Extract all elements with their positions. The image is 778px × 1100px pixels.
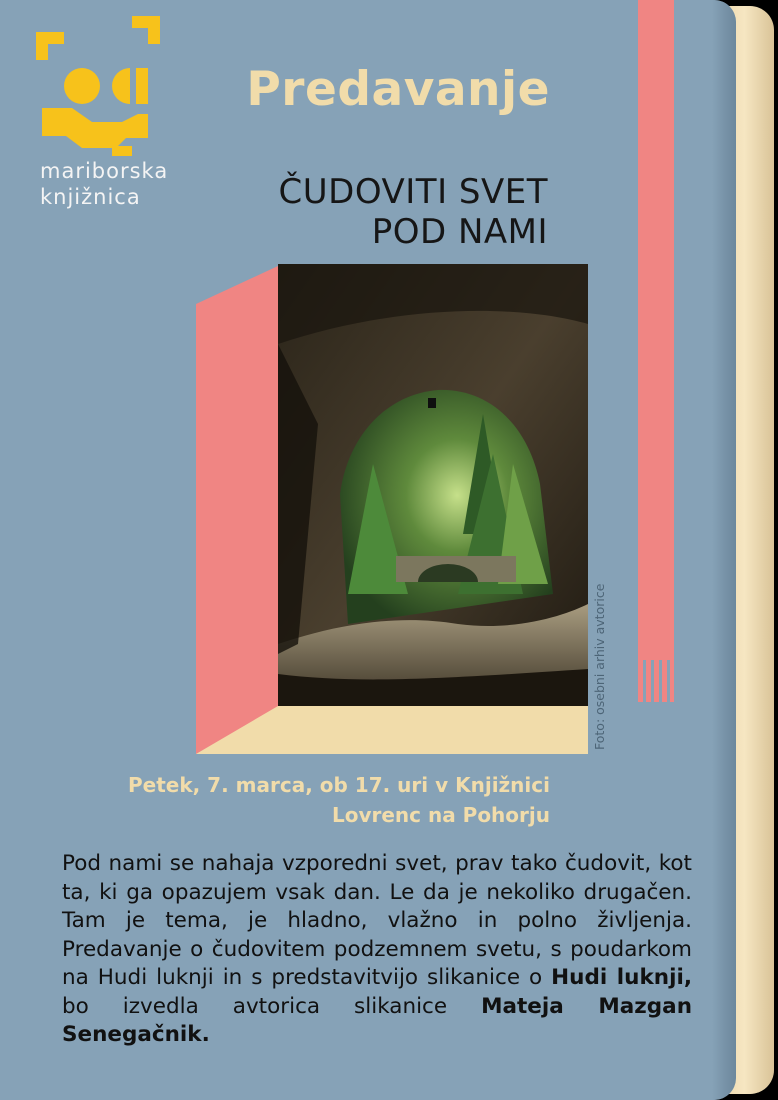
- logo-line-2: knjižnica: [40, 185, 141, 209]
- description-bold-1: Hudi luknji,: [551, 965, 692, 990]
- event-date-line: Petek, 7. marca, ob 17. uri v Knjižnici: [127, 773, 550, 797]
- description-author: Mateja Mazgan Senegačnik.: [62, 993, 692, 1047]
- library-logo-text: [40, 158, 180, 210]
- cover-edge: [712, 0, 736, 1100]
- title-line-1: ČUDOVITI SVET: [278, 172, 548, 212]
- bookmark-ribbon: [638, 0, 674, 680]
- event-details: [128, 770, 550, 830]
- description-text-1: Pod nami se nahaja vzporedni svet, prav tako čudovit, kot ta, ki ga opazujem vsak dan. Le da je nekoliko drugačen. Tam je tema, je hladno, vlažno in polno življenja. Predavanje o čudovitem podzemnem svetu, s poudarkom na Hudi luknji in s predstavitvijo slikanice o: [62, 851, 692, 990]
- photo-frame-side: [196, 266, 278, 754]
- description-text-2: bo izvedla avtorica slikanice: [62, 993, 482, 1019]
- bookmark-fringe: [638, 660, 674, 702]
- event-location-line: Lovrenc na Pohorju: [331, 803, 550, 827]
- photo-credit: Foto: osebni arhiv avtorice: [592, 583, 607, 750]
- cave-photo: [278, 264, 588, 706]
- event-description: [62, 850, 692, 1050]
- title-line-2: POD NAMI: [371, 212, 548, 252]
- lecture-title: [279, 172, 548, 252]
- logo-line-1: mariborska: [40, 159, 169, 183]
- event-type-heading: Predavanje: [246, 62, 550, 117]
